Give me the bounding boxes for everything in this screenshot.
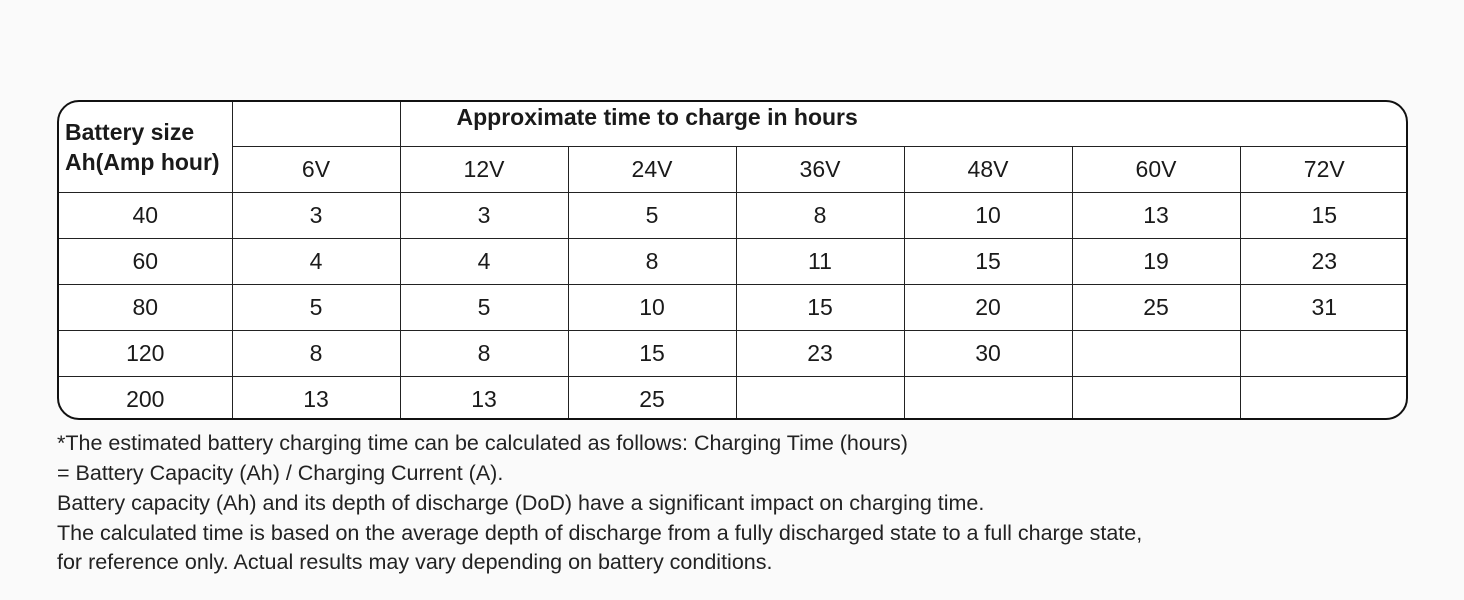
footnote-line-3: Battery capacity (Ah) and its depth of discharge (DoD) have a significant impact on charging time. xyxy=(57,491,985,515)
battery-size-header-line2: Ah(Amp hour) xyxy=(65,148,220,175)
table-cell: 23 xyxy=(736,330,904,376)
battery-size-cell: 200 xyxy=(59,376,232,420)
header-row-title xyxy=(59,102,1408,146)
table-cell: 23 xyxy=(1240,238,1408,284)
table-cell xyxy=(736,376,904,420)
table-cell: 3 xyxy=(232,192,400,238)
footnote xyxy=(57,429,1437,578)
charge-time-table xyxy=(57,100,1408,420)
table-cell: 13 xyxy=(1072,192,1240,238)
battery-size-cell: 40 xyxy=(59,192,232,238)
table-cell: 13 xyxy=(400,376,568,420)
table-row xyxy=(59,284,1408,330)
table-cell: 8 xyxy=(232,330,400,376)
table-cell: 15 xyxy=(568,330,736,376)
table-cell: 15 xyxy=(736,284,904,330)
table-cell: 25 xyxy=(1072,284,1240,330)
table-cell: 8 xyxy=(400,330,568,376)
table-cell: 4 xyxy=(400,238,568,284)
table-cell: 20 xyxy=(904,284,1072,330)
table-cell: 31 xyxy=(1240,284,1408,330)
battery-size-cell: 80 xyxy=(59,284,232,330)
voltage-header-60v: 60V xyxy=(1072,146,1240,192)
table-cell: 15 xyxy=(904,238,1072,284)
table-cell: 13 xyxy=(232,376,400,420)
table-row xyxy=(59,330,1408,376)
voltage-header-6v: 6V xyxy=(232,146,400,192)
table-cell: 25 xyxy=(568,376,736,420)
header-row-voltages xyxy=(59,146,1408,192)
table-cell: 8 xyxy=(736,192,904,238)
table-row xyxy=(59,238,1408,284)
table-cell: 3 xyxy=(400,192,568,238)
table-cell: 5 xyxy=(568,192,736,238)
table-cell xyxy=(1240,330,1408,376)
battery-size-cell: 60 xyxy=(59,238,232,284)
table-cell: 11 xyxy=(736,238,904,284)
voltage-header-48v: 48V xyxy=(904,146,1072,192)
table-cell xyxy=(904,376,1072,420)
battery-size-header xyxy=(59,102,232,192)
table-row xyxy=(59,192,1408,238)
table-cell xyxy=(1240,376,1408,420)
table-cell: 19 xyxy=(1072,238,1240,284)
footnote-line-1: *The estimated battery charging time can be calculated as follows: Charging Time (hours) xyxy=(57,431,908,455)
table-cell: 15 xyxy=(1240,192,1408,238)
charge-time-grid xyxy=(59,102,1408,420)
battery-size-header-line1: Battery size xyxy=(65,118,195,145)
table-cell: 8 xyxy=(568,238,736,284)
voltage-header-72v: 72V xyxy=(1240,146,1408,192)
footnote-line-5: for reference only. Actual results may vary depending on battery conditions. xyxy=(57,550,773,574)
table-cell: 10 xyxy=(904,192,1072,238)
voltage-header-12v: 12V xyxy=(400,146,568,192)
table-cell: 4 xyxy=(232,238,400,284)
table-cell: 30 xyxy=(904,330,1072,376)
voltage-header-36v: 36V xyxy=(736,146,904,192)
footnote-line-4: The calculated time is based on the average depth of discharge from a fully discharged state to a full charge state, xyxy=(57,520,1143,545)
table-title: Approximate time to charge in hours xyxy=(400,102,1408,146)
table-cell: 10 xyxy=(568,284,736,330)
voltage-header-24v: 24V xyxy=(568,146,736,192)
table-cell xyxy=(1072,376,1240,420)
footnote-line-2: = Battery Capacity (Ah) / Charging Current (A). xyxy=(57,460,504,485)
table-cell: 5 xyxy=(232,284,400,330)
blank-header-cell xyxy=(232,102,400,146)
table-row xyxy=(59,376,1408,420)
table-cell xyxy=(1072,330,1240,376)
battery-size-cell: 120 xyxy=(59,330,232,376)
table-cell: 5 xyxy=(400,284,568,330)
